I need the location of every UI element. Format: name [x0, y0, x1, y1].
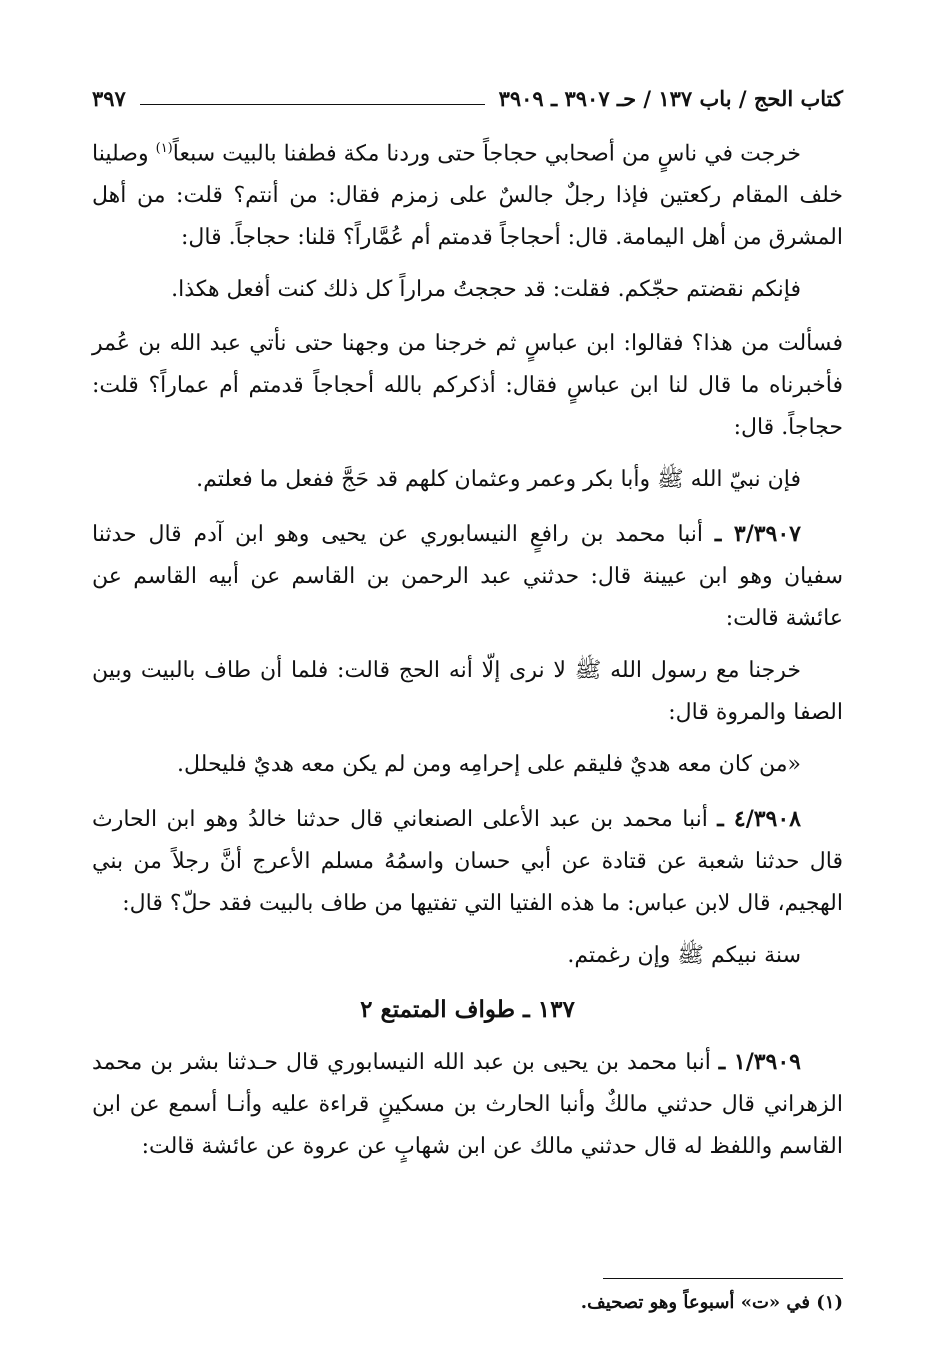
paragraph-2: فسألت من هذا؟ فقالوا: ابن عباسٍ ثم خرجنا من وجهنا حتى نأتي عبد الله بن عُمر فأخبرناه ما قال لنا ابن عباسٍ فقال: أذكركم بالله أحجاجاً قدمتم أم عماراً؟ قلت: حجاجاً. قال: — [92, 331, 843, 441]
hadith-text: أنبا محمد بن يحيى بن عبد الله النيسابوري قال حـدثنا بشر بن محمد الزهراني قال حدثني مالكٌ وأنبا الحارث بن مسكينٍ قراءة عليه وأنـا أسمع عن ابن القاسم واللفظ له قال حدثني مالك عن ابن شهابٍ عن عروة عن عائشة قالت: — [92, 1050, 843, 1160]
quote-4: سنة نبيكم ﷺ وإن رغمتم. — [567, 943, 801, 969]
running-title: كتاب الحج / باب ١٣٧ / حـ ٣٩٠٧ ـ ٣٩٠٩ — [498, 85, 843, 111]
hadith-3907 — [92, 513, 843, 640]
hadith-3908 — [92, 798, 843, 925]
hadith-text: أنبا محمد بن رافعٍ النيسابوري عن يحيى وهو ابن آدم قال حدثنا سفيان وهو ابن عيينة قال: حدثني عبد الرحمن بن القاسم عن أبيه القاسم عن عائشة قالت: — [92, 522, 843, 632]
footnote: (١) في «ت» أسبوعاً وهو تصحيف. — [580, 1292, 843, 1313]
quote-2: فإن نبيّ الله ﷺ وأبا بكر وعمر وعثمان كلهم قد حَجَّ ففعل ما فعلتم. — [196, 467, 801, 493]
hadith-3909 — [92, 1041, 843, 1168]
section-title: ١٣٧ ـ طواف المتمتع ٢ — [360, 996, 575, 1024]
paragraph-1-text-cont: وصلينا خلف المقام ركعتين فإذا رجلٌ جالسٌ على زمزم فقال: من أنتم؟ قلت: من أهل المشرق من أهل اليمامة. قال: أحجاجاً قدمتم أم عُمَّاراً؟ قلنا: حجاجاً. قال: — [92, 141, 843, 251]
page-body — [92, 128, 843, 1178]
hadith-number: ١/٣٩٠٩ ـ — [718, 1049, 801, 1076]
paragraph-1-text: خرجت في ناسٍ من أصحابي حجاجاً حتى وردنا مكة فطفنا بالبيت سبعاً — [172, 141, 802, 167]
hadith-number: ٤/٣٩٠٨ ـ — [717, 806, 801, 833]
footnote-rule — [603, 1278, 843, 1279]
header-rule — [140, 104, 485, 105]
quote-3: «من كان معه هديٌ فليقم على إحرامِه ومن لم يكن معه هديٌ فليحلل. — [177, 752, 801, 778]
paragraph-3: خرجنا مع رسول الله ﷺ لا نرى إلّا أنه الحج قالت: فلما أن طاف بالبيت وبين الصفا والمروة قال: — [92, 658, 843, 726]
footnote-marker: (١) — [155, 141, 173, 156]
hadith-number: ٣/٣٩٠٧ ـ — [714, 521, 801, 548]
hadith-text: أنبا محمد بن عبد الأعلى الصنعاني قال حدثنا خالدُ وهو ابن الحارث قال حدثنا شعبة عن قتادة عن أبي حسان واسمُهُ مسلم الأعرج أنَّ رجلاً من بني الهجيم، قال لابن عباس: ما هذه الفتيا التي تفتيها من طاف بالبيت فقد حلّ؟ قال: — [92, 807, 843, 917]
page-header — [92, 80, 843, 116]
quote-1: فإنكم نقضتم حجّكم. فقلت: قد حججتُ مراراً كل ذلك كنت أفعل هكذا. — [171, 277, 801, 303]
page-number: ٣٩٧ — [92, 85, 126, 111]
paragraph-1 — [92, 128, 843, 259]
